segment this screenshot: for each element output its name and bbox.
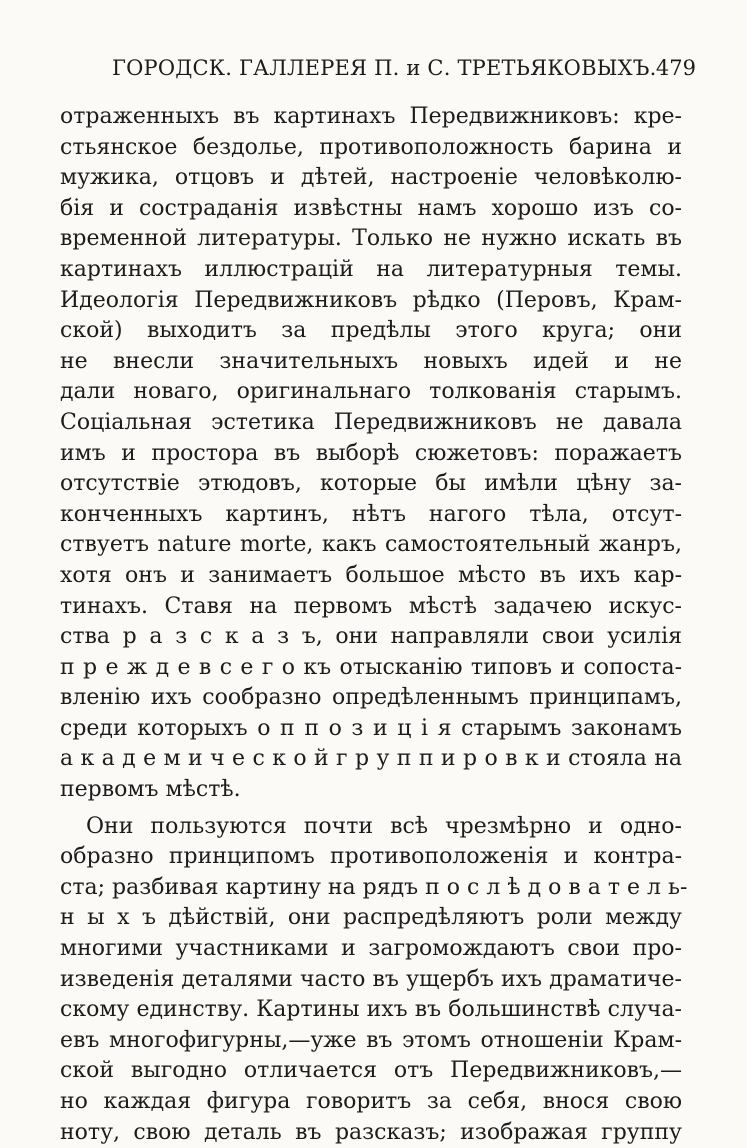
text-line: п р е ж д е в с е г о къ отысканію типовъ и сопоста- [60, 654, 682, 680]
running-title: ГОРОДСК. ГАЛЛЕРЕЯ П. и С. ТРЕТЬЯКОВЫХЪ. [112, 56, 657, 80]
page-header [112, 56, 702, 90]
text-line: Идеологія Передвижниковъ рѣдко (Перовъ, Крам- [60, 287, 682, 313]
text-line: скому единству. Картины ихъ въ большинствѣ случа- [60, 997, 682, 1023]
text-line: имъ и простора въ выборѣ сюжетовъ: поражаетъ [60, 440, 682, 466]
text-line: мужика, отцовъ и дѣтей, настроеніе человѣколю- [60, 165, 682, 191]
text-line: вленію ихъ сообразно опредѣленнымъ принципамъ, [60, 685, 682, 711]
text-line: н ы х ъ дѣйствій, они распредѣляютъ роли между [60, 905, 682, 931]
text-line: но каждая фигура говоритъ за себя, внося свою [60, 1089, 682, 1114]
text-line: многими участниками и загромождаютъ свои про- [60, 936, 682, 962]
text-line: не внесли значительныхъ новыхъ идей и не [60, 348, 682, 374]
text-line: стьянское бездолье, противоположность барина и [60, 134, 682, 160]
text-line: временной литературы. Только не нужно искать въ [60, 226, 682, 252]
text-line: хотя онъ и занимаетъ большое мѣсто въ ихъ кар- [60, 562, 682, 588]
text-line: отраженныхъ въ картинахъ Передвижниковъ: кре- [60, 104, 682, 129]
text-line: ской) выходитъ за предѣлы этого круга; они [60, 318, 682, 344]
text-line: тинахъ. Ставя на первомъ мѣстѣ задачею искус- [60, 593, 682, 619]
text-line: ста; разбивая картину на рядъ п о с л ѣ д о в а т е л ь- [60, 874, 688, 900]
page-number: 479 [655, 56, 696, 80]
text-line: Соціальная эстетика Передвижниковъ не давала [60, 409, 682, 435]
text-line: картинахъ иллюстрацій на литературныя темы. [60, 256, 682, 282]
body-text [60, 102, 688, 1148]
text-line: ской выгодно отличается отъ Передвижниковъ,— [60, 1058, 682, 1084]
text-line: среди которыхъ о п п о з и ц і я старымъ законамъ [60, 715, 682, 741]
text-line: конченныхъ картинъ, нѣтъ нагого тѣла, отсут- [60, 501, 682, 527]
text-line: отсутствіе этюдовъ, которые бы имѣли цѣну за- [60, 471, 682, 497]
text-line: ствуетъ nature morte, какъ самостоятельный жанръ, [60, 532, 682, 558]
text-line: а к а д е м и ч е с к о й г р у п п и р о в к и стояла на [60, 746, 682, 772]
text-line: образно принципомъ противоположенія и контра- [60, 844, 682, 870]
paragraph [60, 102, 682, 806]
text-line: дали новаго, оригинальнаго толкованія старымъ. [60, 379, 682, 405]
text-line: изведенія деталями часто въ ущербъ ихъ драматиче- [60, 966, 682, 992]
paragraph [60, 812, 688, 1148]
text-line: первомъ мѣстѣ. [60, 777, 241, 803]
text-line: ноту, свою деталь въ разсказъ; изображая группу [60, 1119, 682, 1145]
text-line: Они пользуются почти всѣ чрезмѣрно и одно- [86, 813, 682, 839]
text-line: ства р а з с к а з ъ, они направляли свои усилія [60, 624, 682, 650]
text-line: евъ многофигурны,—уже въ этомъ отношеніи Крам- [60, 1027, 682, 1053]
text-line: бія и состраданія извѣстны намъ хорошо изъ со- [60, 195, 682, 221]
